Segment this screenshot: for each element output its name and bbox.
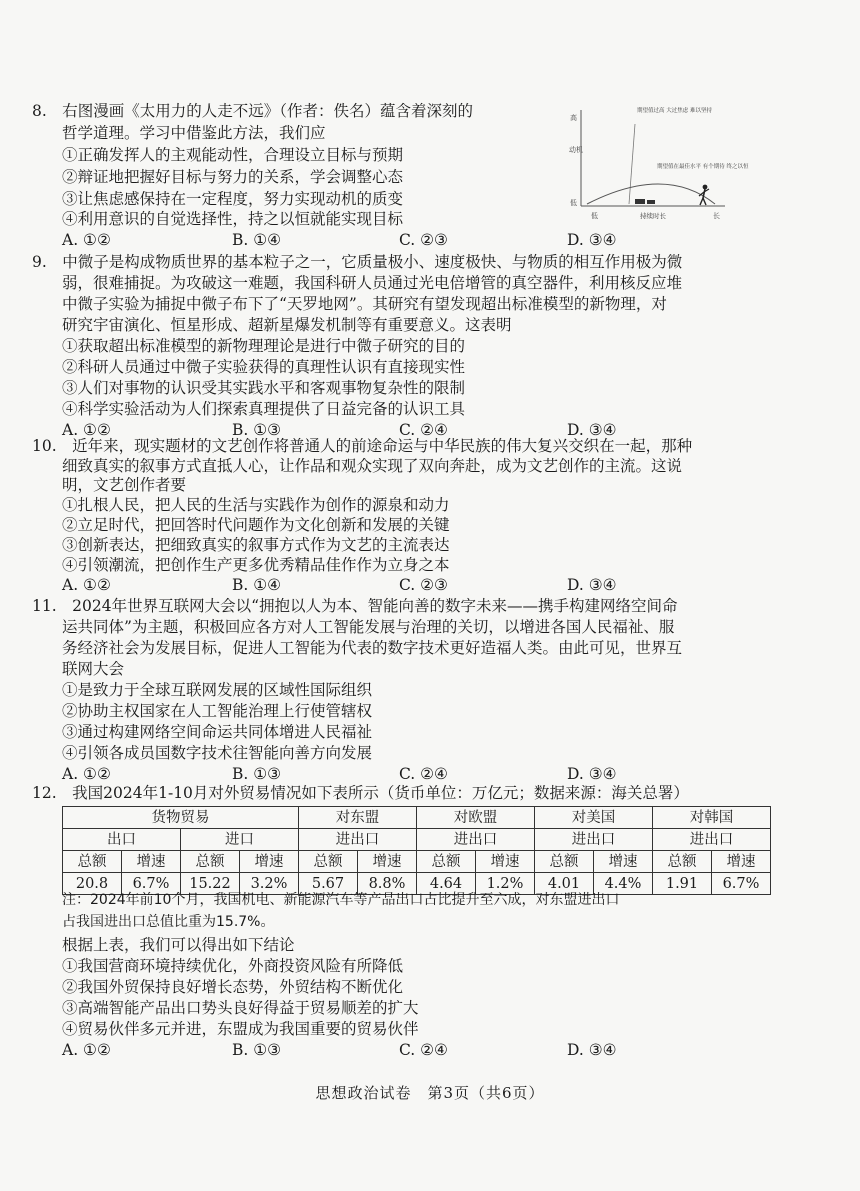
q8-statement-2: ②辩证地把握好目标与努力的关系，学会调整心态: [62, 168, 404, 186]
cartoon-y-high: 高: [570, 114, 577, 122]
q9-statement-1: ①获取超出标准模型的新物理理论是进行中微子研究的目的: [62, 337, 466, 355]
table-cell: 5.67: [299, 873, 358, 895]
q9-line-4: 研究宇宙演化、恒星形成、超新星爆发机制等有重要意义。这表明: [62, 316, 512, 334]
header-korea-io: 进出口: [653, 829, 771, 851]
header-growth: 增速: [476, 851, 535, 873]
q8-option-b[interactable]: B. ①④: [232, 231, 282, 249]
table-header-row-1: [63, 807, 771, 829]
table-cell: 1.2%: [476, 873, 535, 895]
q12-statement-1: ①我国营商环境持续优化，外商投资风险有所降低: [62, 957, 404, 975]
header-total: 总额: [417, 851, 476, 873]
q12-options: [62, 1040, 762, 1061]
q8-line-1: 8. 右图漫画《太用力的人走不远》（作者：佚名）蕴含着深刻的: [32, 102, 474, 120]
table-cell: 1.91: [653, 873, 712, 895]
header-export: 出口: [63, 829, 181, 851]
q10-options: [62, 575, 762, 596]
header-goods-trade: 货物贸易: [63, 807, 299, 829]
page-footer: 思想政治试卷 第3页（共6页）: [315, 1084, 545, 1102]
q12-statement-4: ④贸易伙伴多元并进，东盟成为我国重要的贸易伙伴: [62, 1020, 419, 1038]
header-total: 总额: [535, 851, 594, 873]
q8-option-a[interactable]: A. ①②: [62, 231, 111, 249]
header-growth: 增速: [712, 851, 771, 873]
q10-statement-3: ③创新表达，把细致真实的叙事方式作为文艺的主流表达: [62, 536, 450, 554]
q10-statement-4: ④引领潮流，把创作生产更多优秀精品佳作作为立身之本: [62, 556, 450, 574]
high-expectation-curve: [629, 124, 635, 204]
table-cell: 4.01: [535, 873, 594, 895]
q8-statement-4: ④利用意识的自觉选择性，持之以恒就能实现目标: [62, 210, 404, 228]
q10-option-b[interactable]: B. ①④: [232, 576, 282, 594]
cartoon-y-label: 动机: [569, 146, 583, 154]
q11-statement-4: ④引领各成员国数字技术往智能向善方向发展: [62, 744, 373, 762]
cartoon-x-low: 低: [591, 212, 598, 220]
q12-note-line-2: 占我国进出口总值比重为15.7%。: [62, 914, 275, 930]
q10-line-3: 明，文艺创作者要: [62, 476, 187, 494]
q8-statement-1: ①正确发挥人的主观能动性，合理设立目标与预期: [62, 146, 404, 164]
q12-note-line-1: 注：2024年前10个月，我国机电、新能源汽车等产品出口占比提升至六成，对东盟进出口: [62, 892, 620, 908]
q12-option-b[interactable]: B. ①③: [232, 1041, 282, 1059]
cartoon-label-high: 期望值过高 大过焦虑 难以坚持: [637, 108, 712, 114]
table-cell: 8.8%: [358, 873, 417, 895]
q11-line-4: 联网大会: [62, 660, 125, 678]
cartoon-y-low: 低: [570, 199, 577, 207]
q9-option-b[interactable]: B. ①③: [232, 421, 282, 439]
q12-line-1: 根据上表，我们可以得出如下结论: [62, 936, 295, 954]
table-cell: 20.8: [63, 873, 122, 895]
q9-option-d[interactable]: D. ③④: [567, 421, 617, 439]
cartoon-label-moderate: 期望值在最佳水平 有个期待 终之以恒: [657, 164, 749, 170]
header-eu-io: 进出口: [417, 829, 535, 851]
q11-option-b[interactable]: B. ①③: [232, 765, 282, 783]
q8-option-d[interactable]: D. ③④: [567, 231, 617, 249]
q10-option-d[interactable]: D. ③④: [567, 576, 617, 594]
table-cell: 6.7%: [712, 873, 771, 895]
q11-line-3: 务经济社会为发展目标，促进人工智能为代表的数字技术更好造福人类。由此可见，世界互: [62, 639, 683, 657]
header-us-io: 进出口: [535, 829, 653, 851]
q9-statement-2: ②科研人员通过中微子实验获得的真理性认识有直接现实性: [62, 358, 466, 376]
q11-line-1: 11. 2024年世界互联网大会以“拥抱以人为本、智能向善的数字未来——携手构建网络空间命: [32, 597, 678, 615]
q12-intro: 12. 我国2024年1-10月对外贸易情况如下表所示（货币单位：万亿元；数据来源：海关总署）: [32, 784, 689, 802]
q8-option-c[interactable]: C. ②③: [399, 231, 448, 249]
header-growth: 增速: [240, 851, 299, 873]
header-asean-io: 进出口: [299, 829, 417, 851]
q8-options: [62, 230, 762, 251]
q11-option-d[interactable]: D. ③④: [567, 765, 617, 783]
q12-option-a[interactable]: A. ①②: [62, 1041, 111, 1059]
q11-option-a[interactable]: A. ①②: [62, 765, 111, 783]
header-total: 总额: [63, 851, 122, 873]
header-total: 总额: [299, 851, 358, 873]
table-cell: 15.22: [181, 873, 240, 895]
q9-option-a[interactable]: A. ①②: [62, 421, 111, 439]
q11-statement-2: ②协助主权国家在人工智能治理上行使管辖权: [62, 702, 373, 720]
q12-option-c[interactable]: C. ②④: [399, 1041, 448, 1059]
q11-statement-1: ①是致力于全球互联网发展的区域性国际组织: [62, 681, 373, 699]
motivation-cartoon: [565, 102, 749, 227]
q10-option-a[interactable]: A. ①②: [62, 576, 111, 594]
q12-statement-2: ②我国外贸保持良好增长态势，外贸结构不断优化: [62, 978, 404, 996]
header-growth: 增速: [358, 851, 417, 873]
q9-option-c[interactable]: C. ②④: [399, 421, 448, 439]
table-cell: 4.4%: [594, 873, 653, 895]
table-cell: 6.7%: [122, 873, 181, 895]
header-growth: 增速: [122, 851, 181, 873]
q10-line-2: 细致真实的叙事方式直抵人心，让作品和观众实现了双向奔赴，成为文艺创作的主流。这说: [62, 457, 683, 475]
cartoon-x-high: 长: [713, 212, 720, 220]
runner-figure-icon: [699, 185, 709, 205]
q10-statement-1: ①扎根人民，把人民的生活与实践作为创作的源泉和动力: [62, 496, 450, 514]
trade-table: [62, 806, 771, 895]
header-eu: 对欧盟: [417, 807, 535, 829]
q11-option-c[interactable]: C. ②④: [399, 765, 448, 783]
resting-figures-icon: [635, 199, 655, 204]
cartoon-x-label: 持续时长: [640, 212, 666, 220]
header-asean: 对东盟: [299, 807, 417, 829]
q11-options: [62, 764, 762, 785]
q12-statement-3: ③高端智能产品出口势头良好得益于贸易顺差的扩大: [62, 999, 419, 1017]
q10-line-1: 10. 近年来，现实题材的文艺创作将普通人的前途命运与中华民族的伟大复兴交织在一起，那种: [32, 437, 693, 455]
header-total: 总额: [653, 851, 712, 873]
header-us: 对美国: [535, 807, 653, 829]
q9-line-3: 中微子实验为捕捉中微子布下了“天罗地网”。其研究有望发现超出标准模型的新物理，对: [62, 295, 667, 313]
header-import: 进口: [181, 829, 299, 851]
q10-statement-2: ②立足时代，把回答时代问题作为文化创新和发展的关键: [62, 516, 450, 534]
header-growth: 增速: [594, 851, 653, 873]
q11-line-2: 运共同体”为主题，积极回应各方对人工智能发展与治理的关切，以增进各国人民福祉、服: [62, 618, 675, 636]
q8-statement-3: ③让焦虑感保持在一定程度，努力实现动机的质变: [62, 190, 404, 208]
table-header-row-2: [63, 829, 771, 851]
q9-statement-4: ④科学实验活动为人们探索真理提供了日益完备的认识工具: [62, 400, 466, 418]
table-cell: 4.64: [417, 873, 476, 895]
q9-line-1: 9. 中微子是构成物质世界的基本粒子之一，它质量极小、速度极快、与物质的相互作用极为微: [32, 253, 683, 271]
q10-option-c[interactable]: C. ②③: [399, 576, 448, 594]
q11-statement-3: ③通过构建网络空间命运共同体增进人民福祉: [62, 723, 373, 741]
header-total: 总额: [181, 851, 240, 873]
table-header-row-3: [63, 851, 771, 873]
q12-option-d[interactable]: D. ③④: [567, 1041, 617, 1059]
q9-statement-3: ③人们对事物的认识受其实践水平和客观事物复杂性的限制: [62, 379, 466, 397]
q9-line-2: 弱，很难捕捉。为攻破这一难题，我国科研人员通过光电倍增管的真空器件，利用核反应堆: [62, 274, 683, 292]
header-korea: 对韩国: [653, 807, 771, 829]
table-cell: 3.2%: [240, 873, 299, 895]
q8-line-2: 哲学道理。学习中借鉴此方法，我们应: [62, 124, 326, 142]
